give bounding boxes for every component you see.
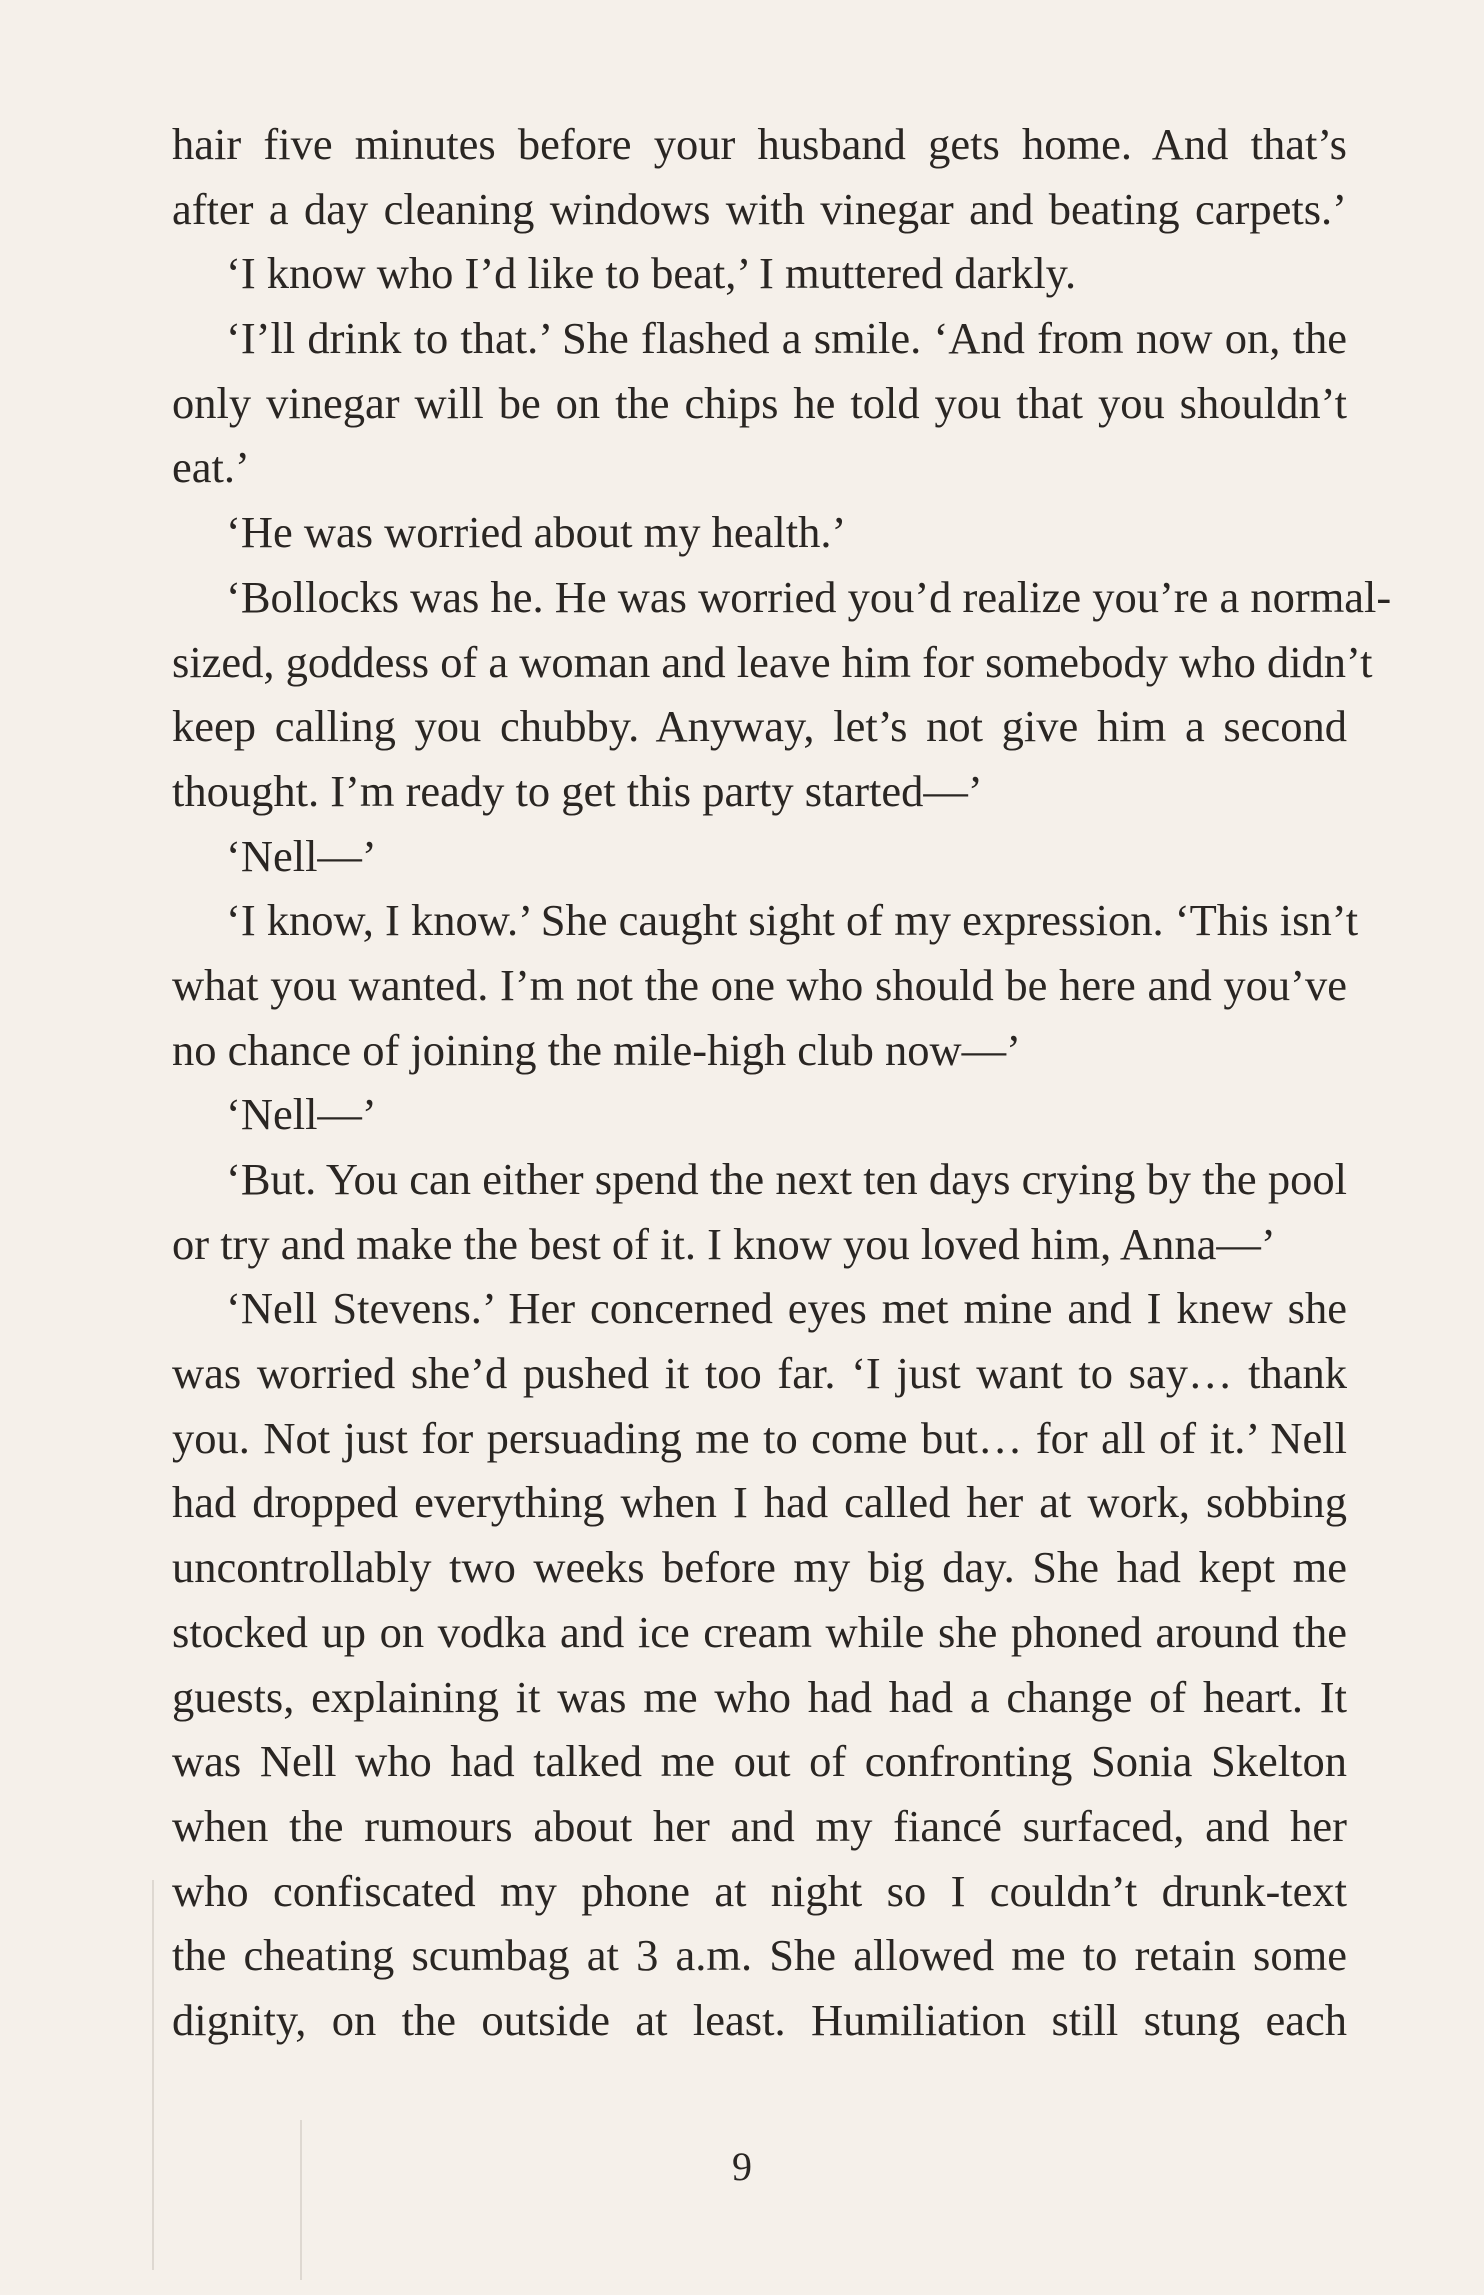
text-line: hair five minutes before your husband gets home. And that’s [172, 119, 1347, 169]
text-line: was worried she’d pushed it too far. ‘I just want to say… thank [172, 1348, 1347, 1399]
text-line: stocked up on vodka and ice cream while she phoned around the [172, 1606, 1347, 1657]
text-line: the cheating scumbag at 3 a.m. She allowed me to retain some [172, 1930, 1347, 1981]
text-line: ‘Nell Stevens.’ Her concerned eyes met mine and I knew she [226, 1283, 1347, 1334]
text-line: you. Not just for persuading me to come but… for all of it.’ Nell [172, 1412, 1347, 1463]
text-line: ‘I know who I’d like to beat,’ I muttered darkly. [226, 248, 1077, 299]
text-line: ‘Bollocks was he. He was worried you’d realize you’re a normal- [226, 571, 1392, 622]
text-line: no chance of joining the mile-high club now—’ [172, 1024, 1021, 1075]
text-line: what you wanted. I’m not the one who should be here and you’ve [172, 959, 1347, 1010]
text-line: ‘Nell—’ [226, 830, 377, 881]
text-line: uncontrollably two weeks before my big day. She had kept me [172, 1542, 1347, 1593]
text-line: only vinegar will be on the chips he told you that you shouldn’t [172, 377, 1347, 428]
text-line: ‘I know, I know.’ She caught sight of my expression. ‘This isn’t [226, 895, 1359, 946]
page-number: 9 [732, 2144, 752, 2189]
text-line: keep calling you chubby. Anyway, let’s not give him a second [172, 701, 1347, 752]
body-text [172, 112, 1392, 2053]
text-line: guests, explaining it was me who had had a change of heart. It [172, 1671, 1347, 1722]
text-line: dignity, on the outside at least. Humiliation still stung each [172, 1994, 1347, 2045]
text-line: sized, goddess of a woman and leave him for somebody who didn’t [172, 636, 1373, 687]
text-line: ‘But. You can either spend the next ten days crying by the pool [226, 1154, 1347, 1204]
text-line: after a day cleaning windows with vinegar and beating carpets.’ [172, 183, 1347, 234]
text-line: ‘He was worried about my health.’ [226, 507, 847, 558]
paper-crease [152, 1880, 154, 2270]
text-line: who confiscated my phone at night so I couldn’t drunk-text [172, 1865, 1347, 1916]
text-line: thought. I’m ready to get this party started—’ [172, 765, 983, 816]
text-line: when the rumours about her and my fiancé surfaced, and her [172, 1800, 1347, 1851]
text-line: eat.’ [172, 442, 250, 493]
text-line: or try and make the best of it. I know you loved him, Anna—’ [172, 1218, 1276, 1269]
text-line: ‘Nell—’ [226, 1089, 377, 1140]
text-line: had dropped everything when I had called her at work, sobbing [172, 1477, 1347, 1528]
text-line: ‘I’ll drink to that.’ She flashed a smile. ‘And from now on, the [226, 313, 1347, 364]
text-line: was Nell who had talked me out of confronting Sonia Skelton [172, 1736, 1347, 1787]
